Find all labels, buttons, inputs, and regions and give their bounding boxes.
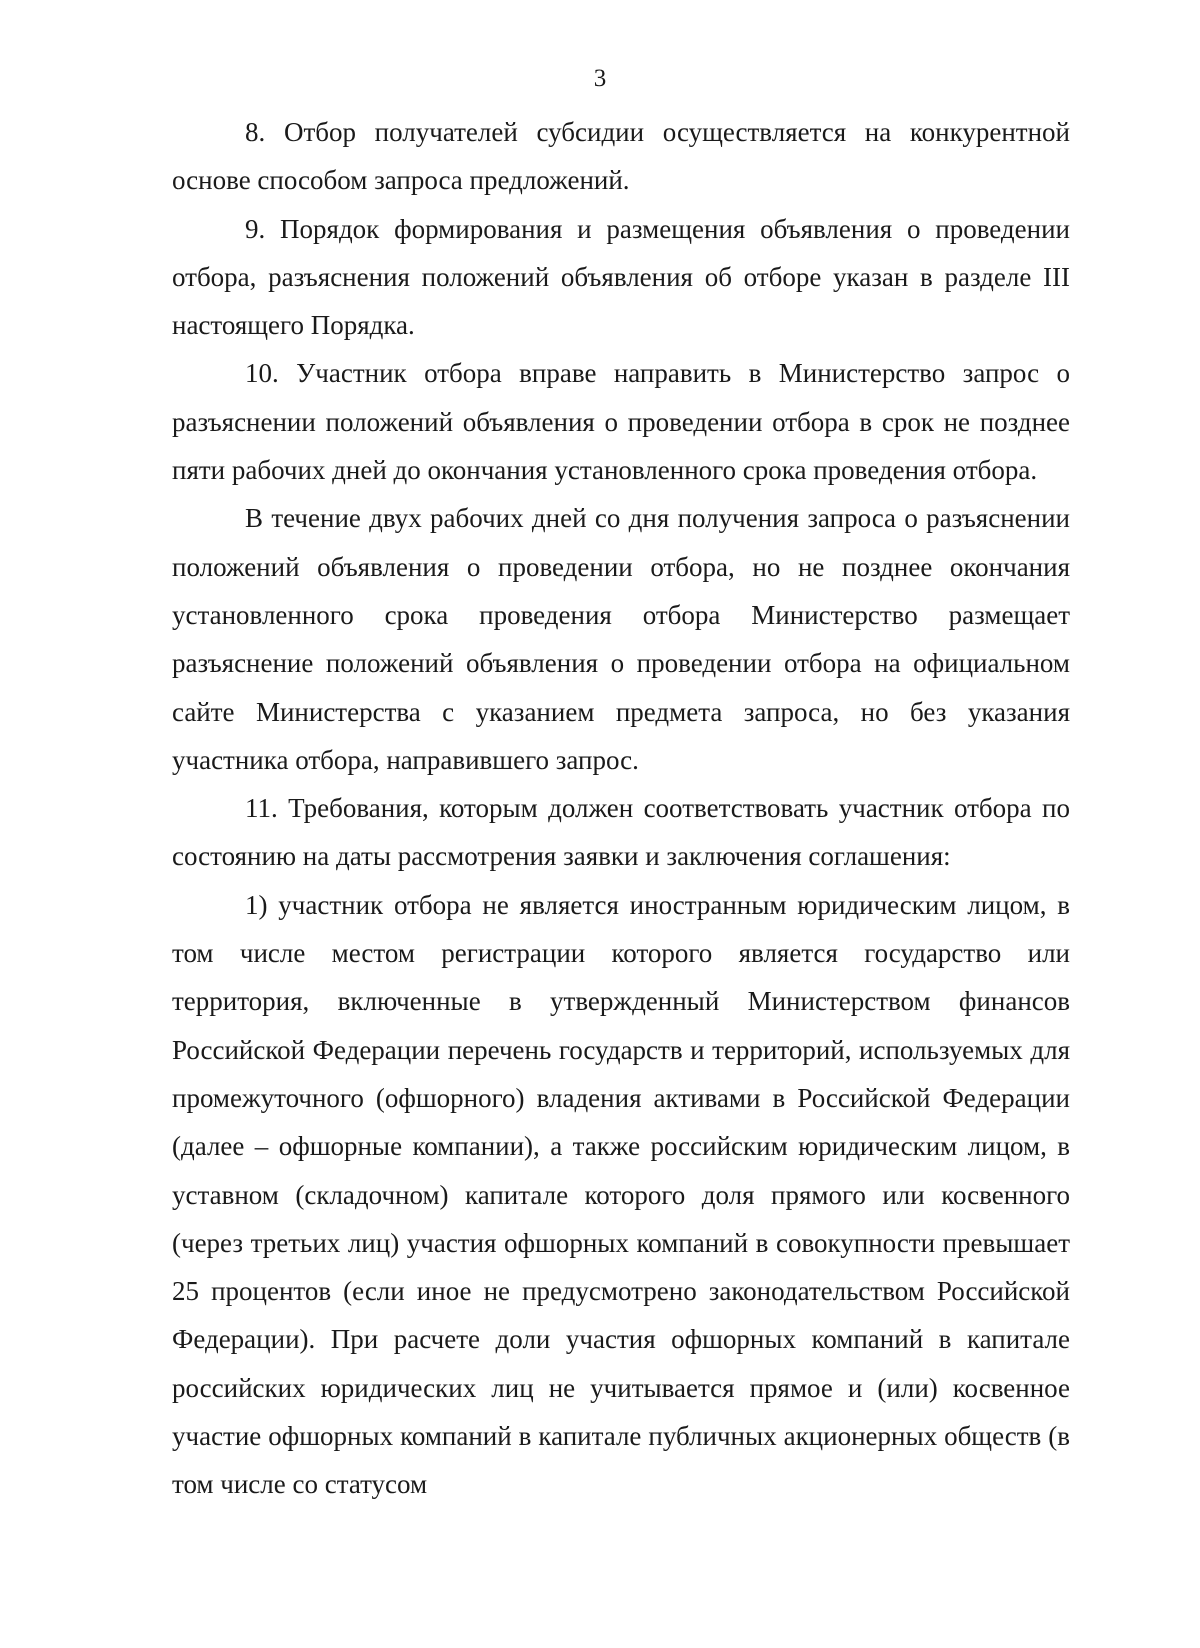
paragraph-item-11: 11. Требования, которым должен соответствовать участник отбора по состоянию на даты рассмотрения заявки и заключения соглашения: — [172, 793, 1070, 872]
paragraph-item-10: 10. Участник отбора вправе направить в Министерство запрос о разъяснении положений объявления о проведении отбора в срок не позднее пяти рабочих дней до окончания установленного срока проведения отбора. — [172, 358, 1070, 486]
document-body — [172, 108, 1070, 1509]
paragraph-item-8: 8. Отбор получателей субсидии осуществляется на конкурентной основе способом запроса предложений. — [172, 117, 1070, 196]
paragraph-item-9: 9. Порядок формирования и размещения объявления о проведении отбора, разъяснения положений объявления об отборе указан в разделе III настоящего Порядка. — [172, 213, 1070, 341]
paragraph-subitem-1: 1) участник отбора не является иностранным юридическим лицом, в том числе местом регистрации которого является государство или территория, включенные в утвержденный Министерством финансов Российской Федерации перечень государств и территорий, используемых для промежуточного (офшорного) владения активами в Российской Федерации (далее – офшорные компании), а также российским юридическим лицом, в уставном (складочном) капитале которого доля прямого или косвенного (через третьих лиц) участия офшорных компаний в совокупности превышает 25 процентов (если иное не предусмотрено законодательством Российской Федерации). При расчете доли участия офшорных компаний в капитале российских юридических лиц не учитывается прямое и (или) косвенное участие офшорных компаний в капитале публичных акционерных обществ (в том числе со статусом — [172, 889, 1070, 1500]
paragraph-clarification-deadline: В течение двух рабочих дней со дня получения запроса о разъяснении положений объявления о проведении отбора, но не позднее окончания установленного срока проведения отбора Министерство размещает разъяснение положений объявления о проведении отбора на официальном сайте Министерства с указанием предмета запроса, но без указания участника отбора, направившего запрос. — [172, 503, 1070, 775]
page-number: 3 — [593, 65, 607, 92]
